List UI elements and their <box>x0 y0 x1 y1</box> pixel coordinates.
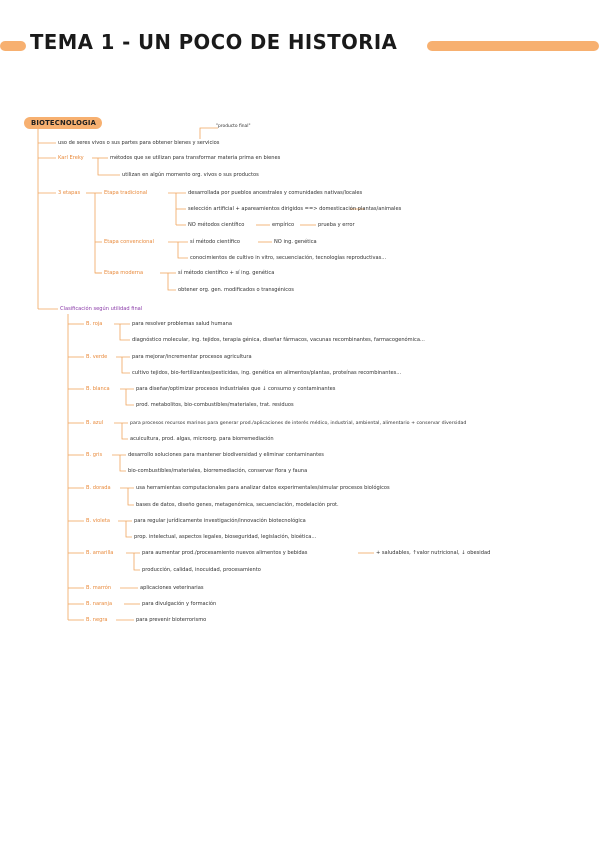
conv-item-1b: NO ing. genética <box>274 238 317 245</box>
sub-roja <box>114 324 130 340</box>
mod-item-1: sí método científico + sí ing. genética <box>178 269 275 276</box>
root-label: BIOTECNOLOGIA <box>31 118 97 127</box>
trad-item-2: selección artificial + apareamientos dirigidos ==> domesticación plantas/animales <box>188 205 402 212</box>
sub-violeta <box>118 521 132 537</box>
dorada-item-2: bases de datos, diseño genes, metagenómica, secuenciación, modelación prot. <box>136 501 339 508</box>
blanca-item-1: para diseñar/optimizar procesos industriales que ↓ consumo y contaminantes <box>136 385 336 392</box>
trad-item-3a: NO métodos científico <box>188 221 245 228</box>
sub-amarilla <box>126 553 140 570</box>
azul-item-2: acuicultura, prod. algas, microorg. para biorremediación <box>130 435 274 442</box>
etapa-tradicional-label: Etapa tradicional <box>104 189 148 196</box>
branch-marron: B. marrón <box>86 584 112 591</box>
branch-blanca: B. blanca <box>86 385 110 392</box>
page-title: TEMA 1 - UN POCO DE HISTORIA <box>30 30 398 54</box>
trad-item-1: desarrollada por pueblos ancestrales y comunidades nativas/locales <box>188 189 363 196</box>
violeta-item-2: prop. intelectual, aspectos legales, bioseguridad, legislación, bioética... <box>134 533 317 540</box>
marron-item-1: aplicaciones veterinarias <box>140 584 204 591</box>
sub-verde <box>116 357 130 373</box>
branch-amarilla: B. amarilla <box>86 549 114 556</box>
amarilla-item-2: + saludables, ↑valor nutricional, ↓ obesidad <box>376 549 491 556</box>
amarilla-item-1: para aumentar prod./procesamiento nuevos alimentos y bebidas <box>142 549 308 556</box>
sub-dorada <box>120 488 134 505</box>
dorada-item-1: usa herramientas computacionales para analizar datos experimentales/simular procesos biológicos <box>136 484 390 491</box>
trad-item-3c: prueba y error <box>318 221 355 228</box>
sub-blanca <box>120 389 134 405</box>
sub-gris <box>112 455 126 471</box>
branch-dorada: B. dorada <box>86 484 111 491</box>
branch-negra: B. negra <box>86 616 108 623</box>
branch-gris: B. gris <box>86 451 103 458</box>
conv-item-1a: sí método científico <box>190 238 240 245</box>
definition-2b: utilizan en algún momento org. vivos o sus productos <box>122 171 259 178</box>
branch-roja: B. roja <box>86 320 103 327</box>
tres-etapas-label: 3 etapas <box>58 189 81 196</box>
mod-item-2: obtener org. gen. modificados o transgénicos <box>178 286 294 293</box>
negra-item-1: para prevenir bioterrorismo <box>136 616 207 623</box>
roja-item-2: diagnóstico molecular, ing. tejidos, terapia génica, diseñar fármacos, vacunas recombinantes, farmacogenómica... <box>132 336 425 343</box>
etapa-moderna-label: Etapa moderna <box>104 269 144 276</box>
verde-item-1: para mejorar/incrementar procesos agricultura <box>132 353 252 360</box>
link-conv2 <box>178 242 188 258</box>
gris-item-1: desarrollo soluciones para mantener biodiversidad y eliminar contaminantes <box>128 451 324 458</box>
violeta-item-1: para regular jurídicamente investigación/innovación biotecnológica <box>134 517 306 524</box>
amarilla-item-3: producción, calidad, inocuidad, procesamiento <box>142 566 261 573</box>
verde-item-2: cultivo tejidos, bio-fertilizantes/pesticidas, ing. genética en alimentos/plantas, proteínas recombinantes... <box>132 369 402 376</box>
etapa-convencional-label: Etapa convencional <box>104 238 154 245</box>
definition-1: uso de seres vivos o sus partes para obtener bienes y servicios <box>58 139 220 146</box>
branch-naranja: B. naranja <box>86 600 113 607</box>
roja-item-1: para resolver problemas salud humana <box>132 320 232 327</box>
producto-final-note: "producto final" <box>216 124 251 129</box>
karl-ereky-label: Karl Ereky <box>58 154 84 161</box>
link-mod2 <box>168 273 176 290</box>
branch-violeta: B. violeta <box>86 517 110 524</box>
blanca-item-2: prod. metabolitos, bio-combustibles/materiales, trat. residuos <box>136 401 294 408</box>
conv-item-2: conocimientos de cultivo in vitro, secuenciación, tecnologías reproductivas... <box>190 254 387 261</box>
link-etapas-spine <box>95 193 102 273</box>
naranja-item-1: para divulgación y formación <box>142 600 217 607</box>
definition-2a: métodos que se utilizan para transformar materia prima en bienes <box>110 154 281 161</box>
branch-azul: B. azul <box>86 419 104 426</box>
trad-item-3b: empírico <box>272 221 295 228</box>
sub-azul <box>114 423 128 439</box>
clasificacion-label: Clasificación según utilidad final <box>60 305 143 312</box>
azul-item-1: para procesos recursos marinos para generar prod./aplicaciones de interés médico, industrial, ambiental, alimentario + conservar diversidad <box>130 420 467 426</box>
branch-verde: B. verde <box>86 353 108 360</box>
gris-item-2: bio-combustibles/materiales, biorremediación, conservar flora y fauna <box>128 467 308 474</box>
